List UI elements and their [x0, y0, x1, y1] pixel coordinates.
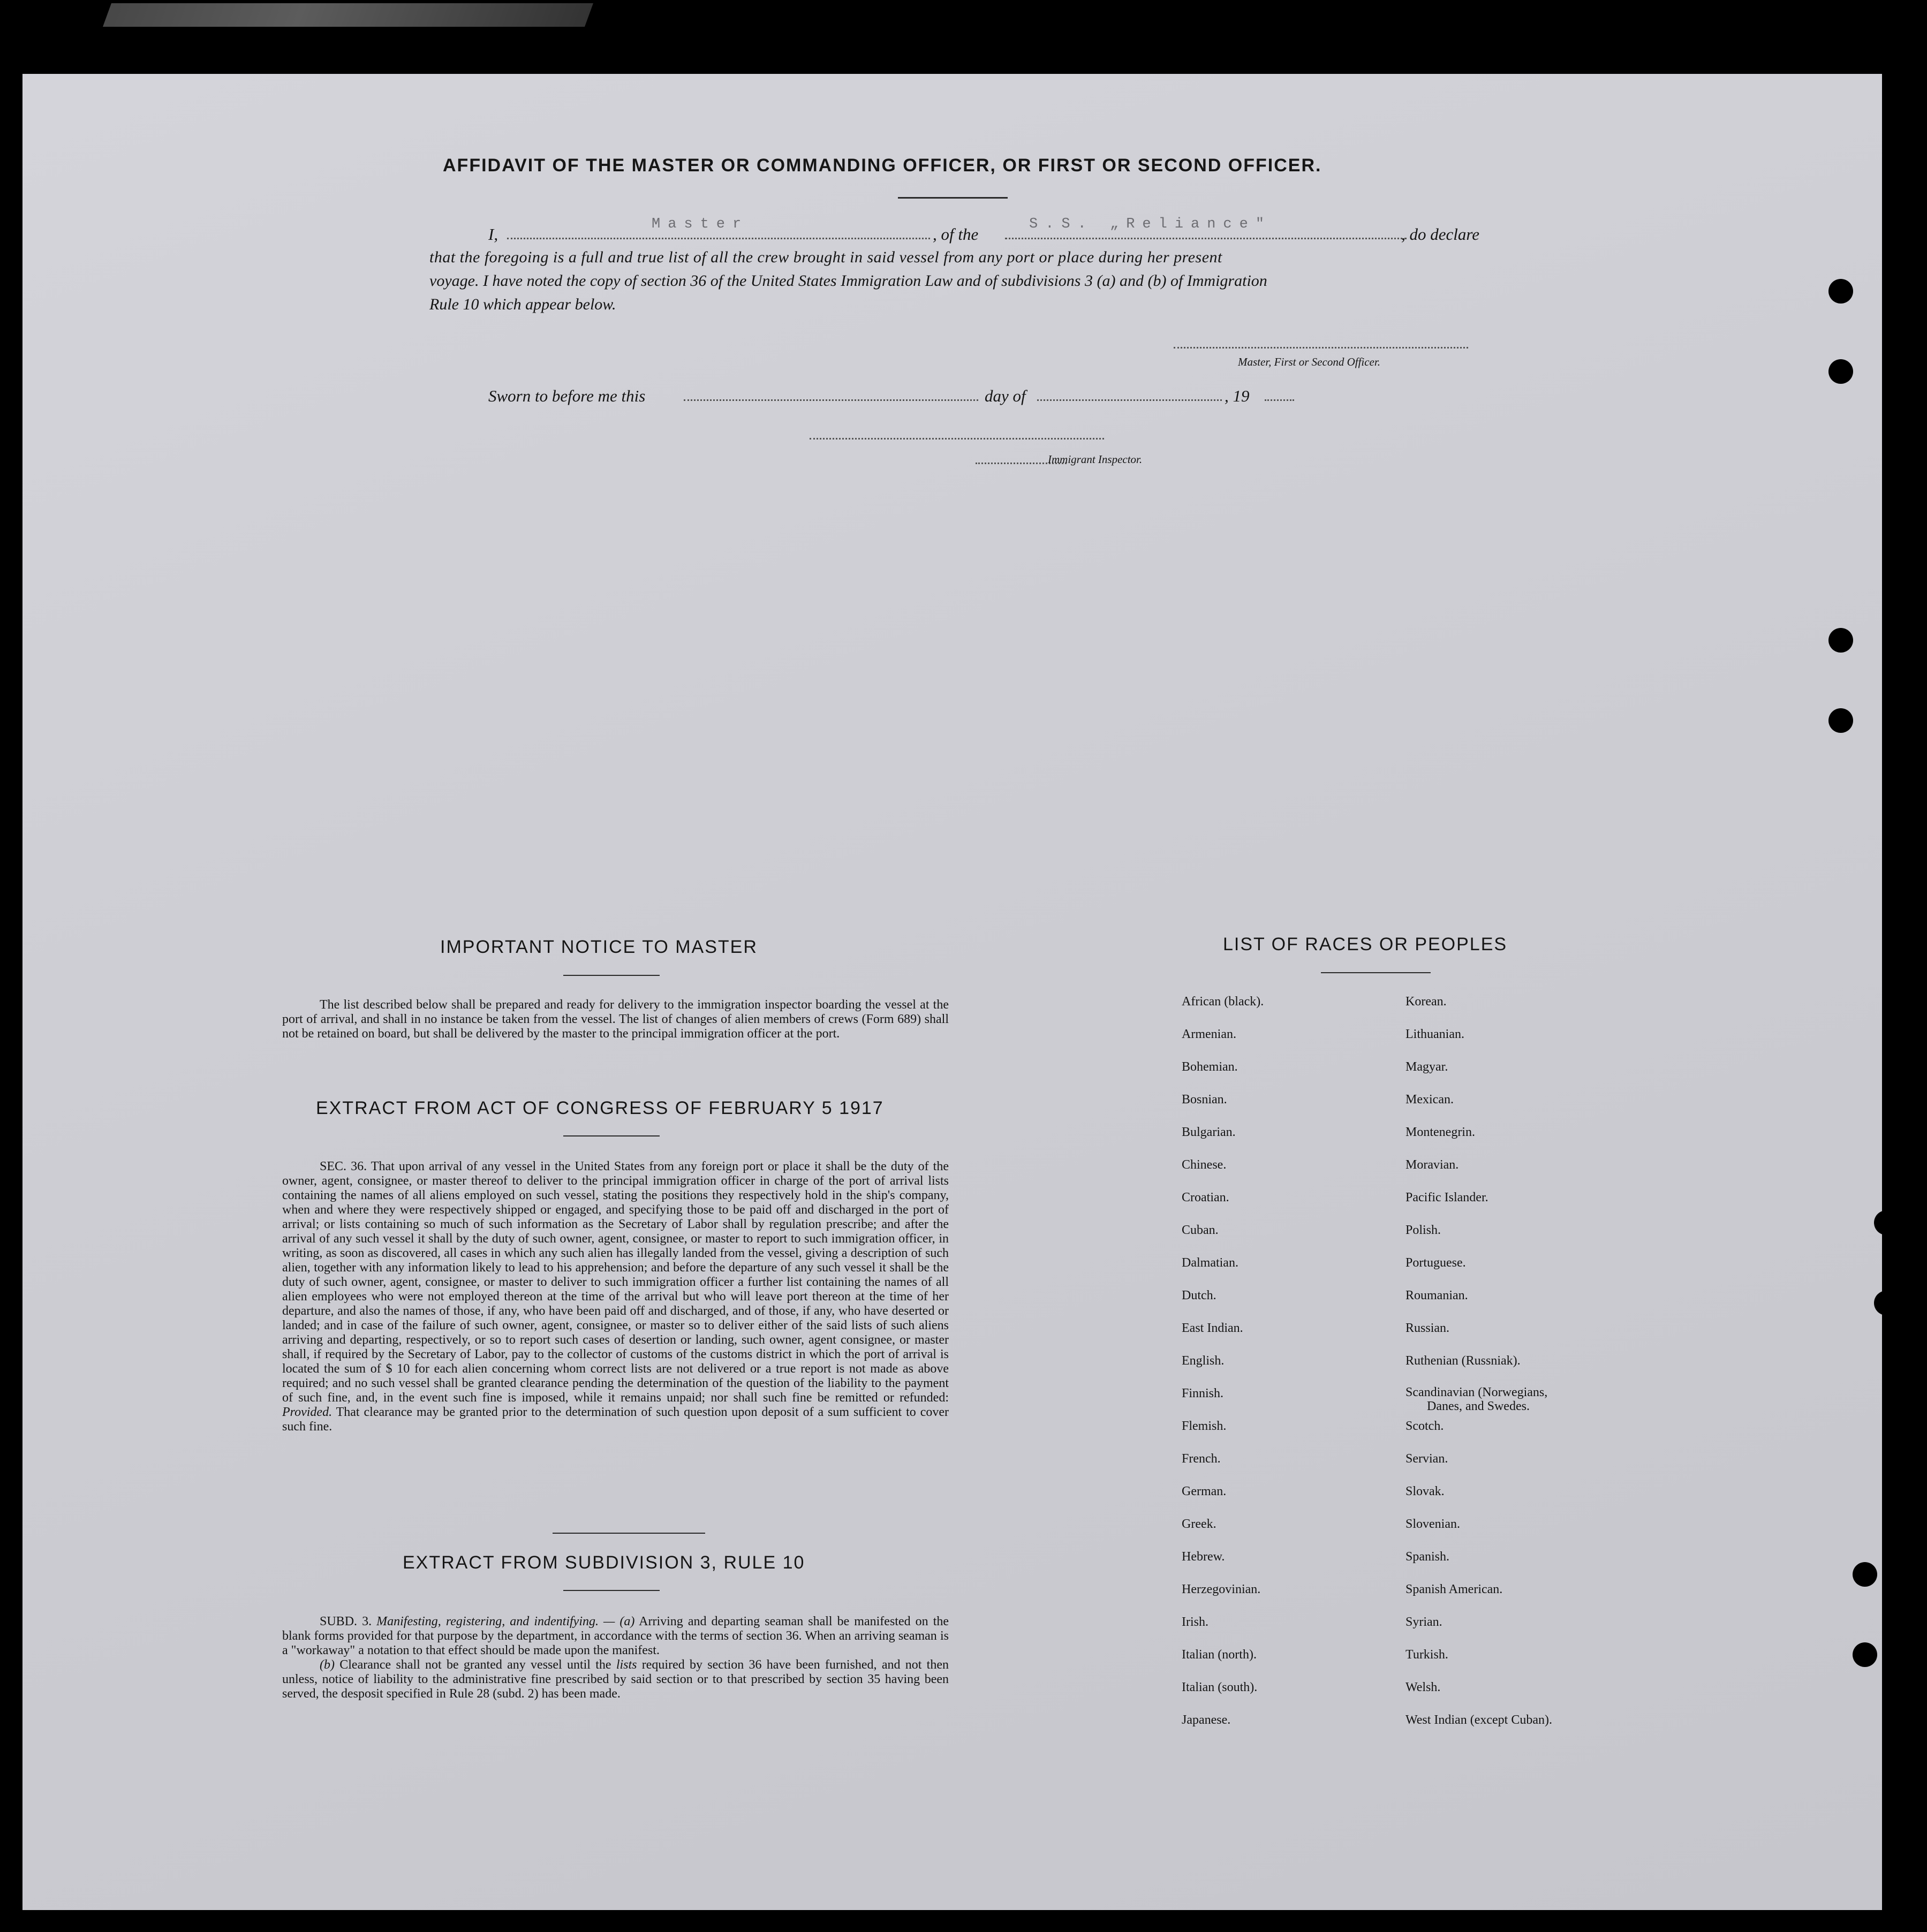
- affidavit-line-3: voyage. I have noted the copy of section 36 of the United States Immigration Law and of subdivisions 3 (a) and (b) of Immigration: [429, 272, 1267, 290]
- subd-label: SUBD. 3.: [320, 1615, 372, 1628]
- race-item: Bosnian.: [1182, 1093, 1227, 1107]
- act-paragraph: [282, 1160, 949, 1434]
- race-item: Slovenian.: [1405, 1517, 1460, 1531]
- vessel-blank[interactable]: [1005, 238, 1407, 239]
- race-item: Magyar.: [1405, 1060, 1448, 1074]
- act-text: [282, 1160, 949, 1434]
- affidavit-i: I,: [488, 225, 498, 244]
- officer-label: Master, First or Second Officer.: [1238, 355, 1380, 368]
- affidavit-title: AFFIDAVIT OF THE MASTER OR COMMANDING OFFICER, OR FIRST OR SECOND OFFICER.: [443, 155, 1322, 176]
- subdivision-title: EXTRACT FROM SUBDIVISION 3, RULE 10: [403, 1552, 805, 1573]
- subdivision-rule: [563, 1590, 660, 1591]
- race-item: Italian (south).: [1182, 1680, 1258, 1694]
- affidavit-line-2: that the foregoing is a full and true list of all the crew brought in said vessel from any port or place during her present: [429, 248, 1222, 266]
- act-provided: Provided.: [282, 1405, 332, 1419]
- notice-title: IMPORTANT NOTICE TO MASTER: [440, 937, 758, 957]
- race-item: English.: [1182, 1354, 1225, 1368]
- sworn-year-blank[interactable]: [1265, 399, 1294, 401]
- race-item: West Indian (except Cuban).: [1405, 1713, 1552, 1727]
- race-item: Servian.: [1405, 1452, 1448, 1466]
- subd-b-label: (b): [320, 1658, 335, 1672]
- punch-hole: [1828, 628, 1853, 653]
- punch-hole: [1874, 1210, 1899, 1235]
- act-body: SEC. 36. That upon arrival of any vessel in the United States from any foreign port or place it shall be the duty of the owner, agent, consignee, or master thereof to deliver to the principal immigration officer in charge of the port of arrival lists containing the names of all aliens employed on such vessel, stating the positions they respectively hold in the ship's company, when and where they were respectively shipped or engaged, and specifying those to be paid off and discharged in the port of arrival; or lists containing so much of such information as the Secretary of Labor shall by regulation prescribe; and after the arrival of any such vessel it shall by the duty of such owner, agent, consignee, or master to report to such immigration officer, in writing, as soon as discovered, all cases in which any such alien has illegally landed from the vessel, giving a description of such alien, together with any information likely to lead to his apprehension; and before the departure of any such vessel it shall be the duty of such owner, agent, consignee, or master to deliver to such immigration officer a further list containing the names of all alien employees who were not employed thereon at the time of the arrival but who will leave port thereon at the time of her departure, and also the names of those, if any, who have been paid off and discharged, and of those, if any, who have deserted or landed; and in case of the failure of such owner, agent, consignee, or master so to deliver either of the said lists of such aliens arriving and departing, respectively, or so to report such cases of desertion or landing, such owner, agent consignee, or master shall, if required by the Secretary of Labor, pay to the collector of customs of the customs district in which the port of arrival is located the sum of $ 10 for each alien concerning whom correct lists are not delivered or a true report is not made as above required; and no such vessel shall be granted clearance pending the determination of the question of the liability to the payment of such fine, and, in the event such fine is imposed, while it remains unpaid; nor shall such fine be remitted or refunded:: [282, 1160, 949, 1405]
- act-rule: [563, 1135, 660, 1137]
- subd-a-text: Arriving and departing seaman shall be manifested on the blank forms provided for that purpose by the department, in accordance with the terms of section 36. When an arriving seaman is a "workaway" a notation to that effect should be made upon the manifest.: [282, 1615, 949, 1657]
- punch-hole: [1828, 708, 1853, 733]
- race-item: Bohemian.: [1182, 1060, 1238, 1074]
- punch-hole: [1828, 279, 1853, 304]
- race-item: Irish.: [1182, 1615, 1208, 1629]
- race-item: Scotch.: [1405, 1419, 1444, 1433]
- sworn-month-blank[interactable]: [1037, 399, 1222, 401]
- race-item: Finnish.: [1182, 1387, 1224, 1400]
- subd-b-text-2: required by section 36 have been furnished, and not then unless, notice of liability to the administrative fine prescribed by said section or to that prescribed by section 35 having been served, the desposit specified in Rule 28 (subd. 2) has been made.: [282, 1658, 949, 1701]
- races-rule: [1321, 972, 1431, 973]
- race-item: Montenegrin.: [1405, 1125, 1475, 1139]
- race-item: Mexican.: [1405, 1093, 1454, 1107]
- race-item: Moravian.: [1405, 1158, 1459, 1172]
- race-item: Slovak.: [1405, 1484, 1445, 1498]
- race-item: Turkish.: [1405, 1648, 1448, 1662]
- race-item: Ruthenian (Russniak).: [1405, 1354, 1521, 1368]
- race-item: Spanish.: [1405, 1550, 1450, 1564]
- sworn-day-of: day of: [985, 387, 1026, 405]
- name-blank[interactable]: [507, 238, 930, 239]
- race-item: Japanese.: [1182, 1713, 1231, 1727]
- subd-b-italic: lists: [616, 1658, 637, 1672]
- race-item: Syrian.: [1405, 1615, 1442, 1629]
- race-item: Flemish.: [1182, 1419, 1227, 1433]
- race-item: Dalmatian.: [1182, 1256, 1238, 1270]
- race-item: Welsh.: [1405, 1680, 1441, 1694]
- punch-hole: [1874, 1291, 1899, 1315]
- act-title: EXTRACT FROM ACT OF CONGRESS OF FEBRUARY 5 1917: [316, 1098, 884, 1118]
- race-item: Scandinavian (Norwegians,: [1405, 1385, 1548, 1399]
- race-item: Armenian.: [1182, 1027, 1236, 1041]
- race-item: Chinese.: [1182, 1158, 1227, 1172]
- sworn-text: Sworn to before me this: [488, 387, 646, 405]
- race-item: Dutch.: [1182, 1289, 1216, 1302]
- act-body-end: That clearance may be granted prior to the determination of such question upon deposit of a sum sufficient to cover such fine.: [282, 1405, 949, 1434]
- race-item: German.: [1182, 1484, 1227, 1498]
- race-item: Roumanian.: [1405, 1289, 1468, 1302]
- act-end-rule: [553, 1533, 705, 1534]
- typed-vessel: S.S. „Reliance": [1029, 216, 1272, 232]
- notice-rule: [563, 975, 660, 976]
- subdivision-b: [282, 1658, 949, 1701]
- race-item: East Indian.: [1182, 1321, 1243, 1335]
- race-item: Cuban.: [1182, 1223, 1219, 1237]
- form-page: [22, 74, 1882, 1910]
- notice-paragraph: The list described below shall be prepared and ready for delivery to the immigration inspector boarding the vessel at the port of arrival, and shall in no instance be taken from the vessel. The list of changes of alien members of crews (Form 689) shall not be retained on board, but shall be delivered by the master to the principal immigration officer at the port.: [282, 998, 949, 1041]
- race-item: Bulgarian.: [1182, 1125, 1236, 1139]
- race-item: Croatian.: [1182, 1191, 1229, 1204]
- sworn-year: , 19: [1225, 387, 1250, 405]
- scan-edge-smudge: [103, 3, 593, 27]
- race-item-continuation: Danes, and Swedes.: [1427, 1399, 1530, 1413]
- race-item: Hebrew.: [1182, 1550, 1225, 1564]
- affidavit-line-4: Rule 10 which appear below.: [429, 296, 616, 313]
- notice-text: [282, 998, 949, 1041]
- inspector-signature-line[interactable]: [810, 438, 1104, 440]
- affidavit-of-the: , of the: [933, 225, 979, 244]
- race-item: Korean.: [1405, 995, 1447, 1009]
- race-item: Herzegovinian.: [1182, 1582, 1261, 1596]
- title-rule: [898, 197, 1008, 199]
- punch-hole: [1828, 359, 1853, 384]
- race-item: Polish.: [1405, 1223, 1441, 1237]
- race-item: Pacific Islander.: [1405, 1191, 1488, 1204]
- officer-signature-line[interactable]: [1174, 347, 1468, 348]
- subdivision-text: [282, 1615, 949, 1701]
- race-item: Russian.: [1405, 1321, 1450, 1335]
- typed-name: Master: [652, 216, 749, 232]
- race-item: Portuguese.: [1405, 1256, 1466, 1270]
- subdivision-a: [282, 1615, 949, 1658]
- race-item: Greek.: [1182, 1517, 1216, 1531]
- subd-a-italic: Manifesting, registering, and indentifying. — (a): [376, 1615, 635, 1628]
- race-item: Lithuanian.: [1405, 1027, 1464, 1041]
- races-title: LIST OF RACES OR PEOPLES: [1223, 934, 1508, 954]
- sworn-day-blank[interactable]: [684, 399, 978, 401]
- race-item: Spanish American.: [1405, 1582, 1503, 1596]
- punch-hole: [1853, 1642, 1877, 1667]
- race-item: African (black).: [1182, 995, 1264, 1009]
- subd-b-text-1: Clearance shall not be granted any vessel until the: [339, 1658, 611, 1672]
- race-item: French.: [1182, 1452, 1221, 1466]
- inspector-label: Immigrant Inspector.: [1048, 453, 1143, 466]
- affidavit-do-declare: , do declare: [1401, 225, 1480, 244]
- punch-hole: [1853, 1562, 1877, 1587]
- race-item: Italian (north).: [1182, 1648, 1257, 1662]
